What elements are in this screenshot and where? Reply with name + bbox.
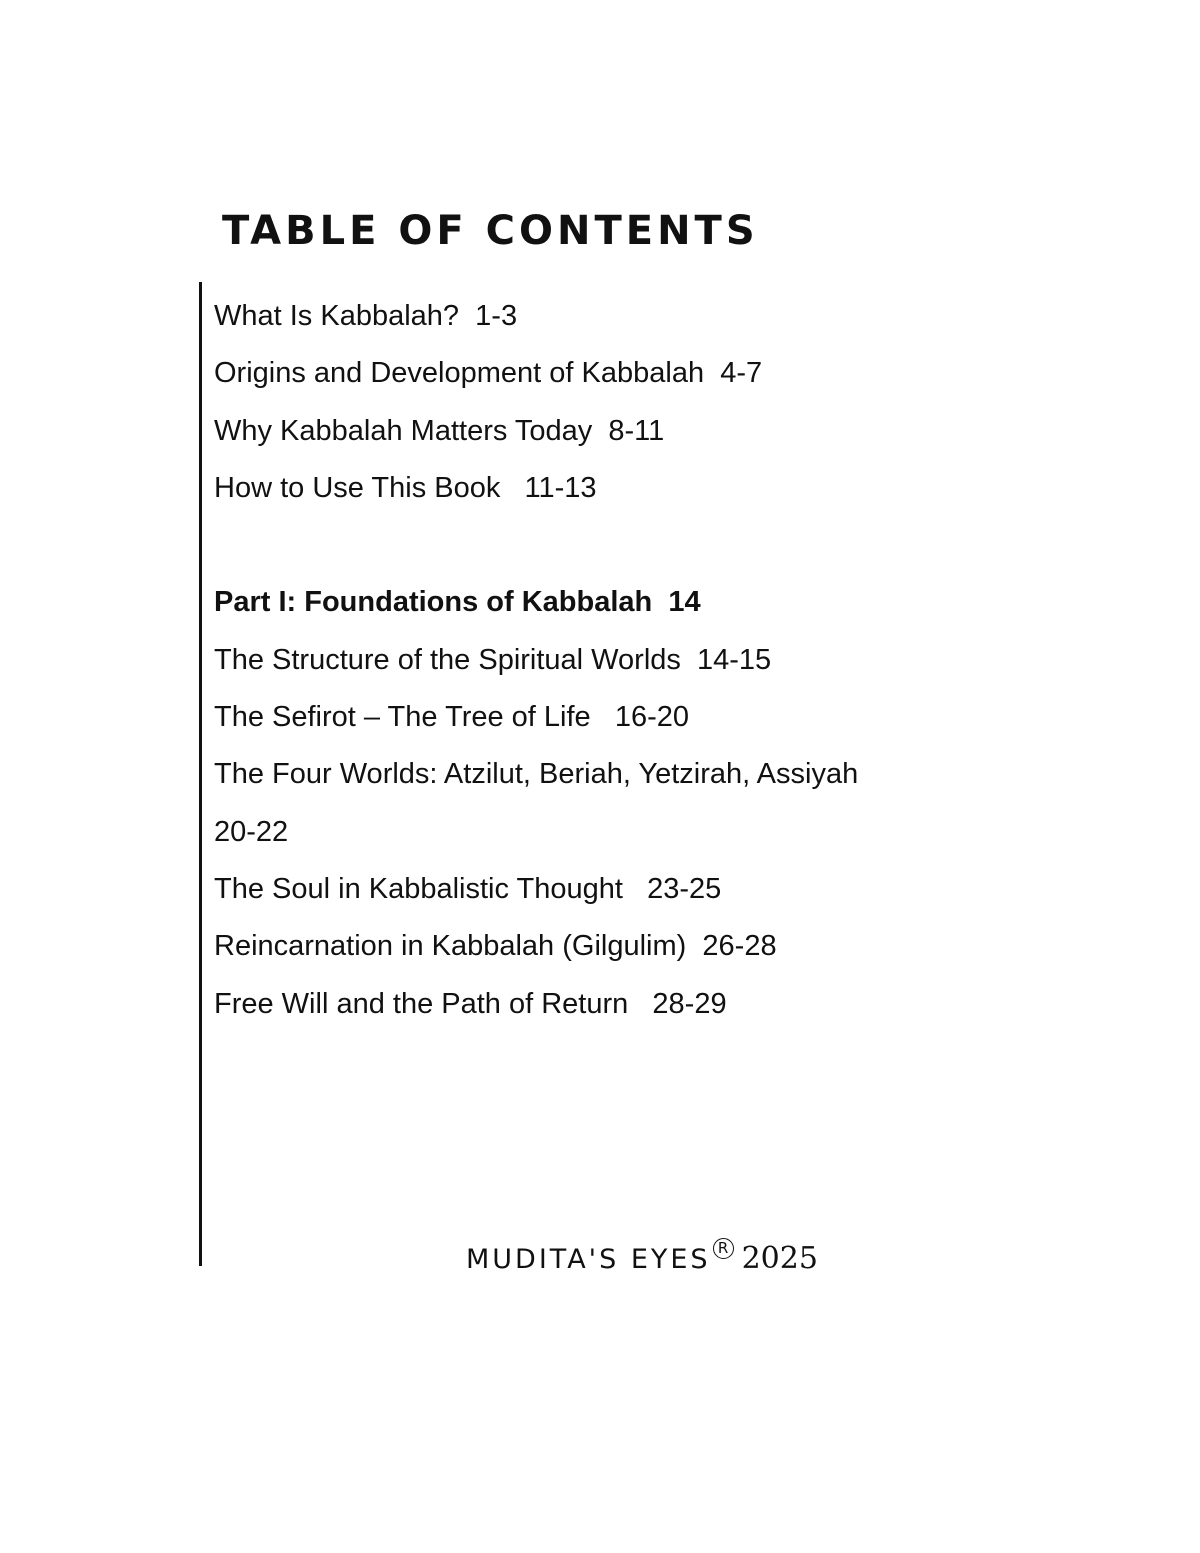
- toc-entry: What Is Kabbalah? 1-3: [214, 300, 518, 332]
- toc-entry: The Structure of the Spiritual Worlds 14-15: [214, 643, 772, 676]
- page-title: TABLE OF CONTENTS: [222, 208, 759, 254]
- footer-brand-line: [466, 1238, 818, 1280]
- toc-entry: Origins and Development of Kabbalah 4-7: [214, 357, 763, 390]
- toc-entry: Why Kabbalah Matters Today 8-11: [214, 414, 665, 447]
- toc-entry: The Soul in Kabbalistic Thought 23-25: [214, 872, 722, 905]
- toc-entry: Free Will and the Path of Return 28-29: [214, 987, 727, 1020]
- brand-name: MUDITA'S EYES: [466, 1244, 711, 1275]
- copyright-year: 2025: [741, 1241, 818, 1276]
- toc-part-heading: Part I: Foundations of Kabbalah 14: [214, 586, 701, 619]
- vertical-divider: [199, 282, 202, 1266]
- toc-entry: How to Use This Book 11-13: [214, 471, 597, 504]
- toc-entry: The Sefirot – The Tree of Life 16-20: [214, 701, 690, 734]
- toc-list: [214, 288, 974, 1033]
- section-spacer: [214, 517, 974, 574]
- toc-entry: The Four Worlds: Atzilut, Beriah, Yetzirah, Assiyah: [214, 758, 859, 791]
- toc-entry: Reincarnation in Kabbalah (Gilgulim) 26-28: [214, 930, 777, 963]
- registered-mark-icon: R: [713, 1238, 734, 1259]
- toc-entry-continuation: 20-22: [214, 815, 289, 848]
